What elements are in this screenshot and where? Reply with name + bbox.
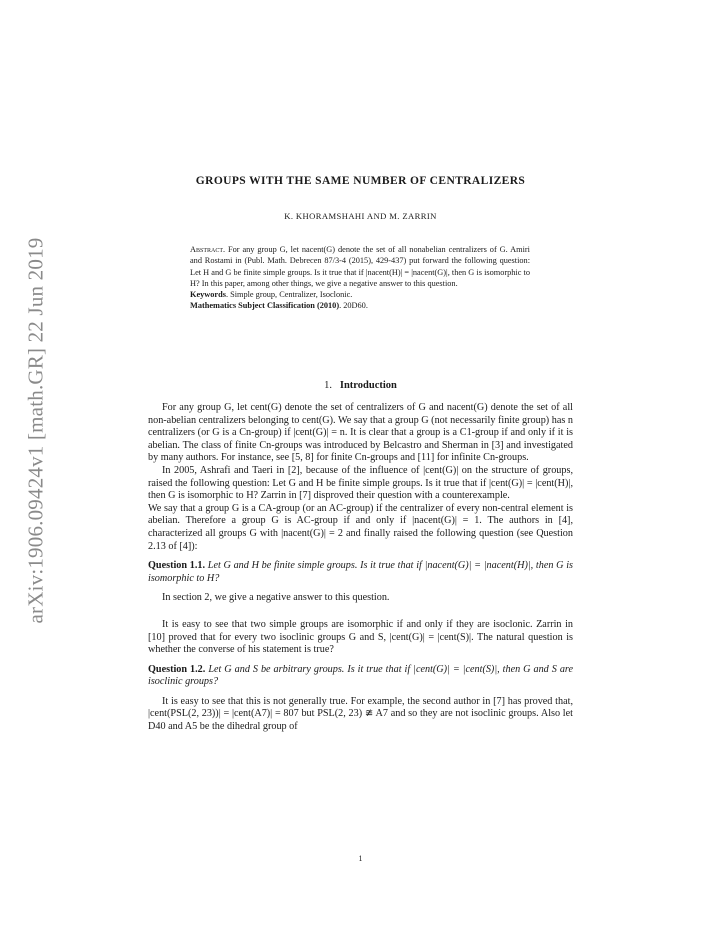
section-number: 1. xyxy=(324,380,332,391)
msc-line xyxy=(190,300,530,311)
paper-title: GROUPS WITH THE SAME NUMBER OF CENTRALIZERS xyxy=(195,175,526,187)
question-1-1 xyxy=(148,560,573,585)
abstract-paragraph xyxy=(190,244,530,289)
section-body xyxy=(148,402,573,734)
question-1-1-label: Question 1.1. xyxy=(148,560,206,572)
keywords-label: Keywords xyxy=(190,290,226,300)
abstract-label: Abstract. xyxy=(190,245,226,254)
question-1-2 xyxy=(148,664,573,689)
question-1-1-text: Let G and H be finite simple groups. Is it true that if |nacent(G)| = |nacent(H)|, then G is isomorphic to H? xyxy=(148,560,574,584)
msc-label: Mathematics Subject Classification (2010) xyxy=(190,301,340,311)
intro-paragraph-3: We say that a group G is a CA-group (or an AC-group) if the centralizer of every non-central element is abelian. Therefore a group G is AC-group if and only if |nacent(G)| = 1. The authors in [4], characterized all groups G with |nacent(G)| = 2 and finally raised the following question (see Question 2.13 of [4]): xyxy=(148,502,573,552)
intro-paragraph-6: It is easy to see that this is not generally true. For example, the second author in [7] has proved that, |cent(PSL(2, 23))| = |cent(A7)| = 807 but PSL(2, 23) ≇ A7 and so they are not isoclinic groups. Also let D40 and A5 be the dihedral group of xyxy=(148,695,573,733)
question-1-2-text: Let G and S be arbitrary groups. Is it true that if |cent(G)| = |cent(S)|, then G and S are isoclinic groups? xyxy=(148,663,574,688)
intro-paragraph-4: In section 2, we give a negative answer to this question. xyxy=(162,592,390,604)
arxiv-identifier-stamp xyxy=(16,210,56,650)
keywords-text: . Simple group, Centralizer, Isoclonic. xyxy=(225,290,353,300)
intro-paragraph-5: It is easy to see that two simple groups are isomorphic if and only if they are isoclonic. Zarrin in [10] proved that for every two isoclinic groups G and S, |cent(G)| = |cent(S)|. The natural question is whether the converse of his statement is true? xyxy=(148,618,573,656)
keywords-line xyxy=(190,289,530,300)
abstract-text: For any group G, let nacent(G) denote the set of all nonabelian centralizers of G. Amiri and Rostami in (Publ. Math. Debrecen 87/3-4 (2015), 429-437) put forward the following question: Let H and G be finite simple groups. Is it true that if |nacent(H)| = |nacent(G)|, then G is isomorphic to H? In this paper, among other things, we give a negative answer to this question. xyxy=(190,245,530,288)
section-title: Introduction xyxy=(339,380,397,391)
msc-text: . 20D60. xyxy=(339,301,368,311)
arxiv-stamp-text: arXiv:1906.09424v1 [math.GR] 22 Jun 2019 xyxy=(23,237,48,623)
intro-paragraph-1: For any group G, let cent(G) denote the set of centralizers of G and nacent(G) denote the set of all non-abelian centralizers belonging to cent(G). We say that a group G (not necessarily finite group) has n centralizers (or G is a Cn-group) if |cent(G)| = n. It is clear that a group is a C1-group if and only if it is abelian. The class of finite Cn-groups was introduced by Belcastro and Sherman in [3] and investigated by many authors. For instance, see [5, 8] for finite Cn-groups and [11] for infinite Cn-groups. xyxy=(148,402,573,464)
question-1-2-label: Question 1.2. xyxy=(148,663,206,675)
paper-authors: K. KHORAMSHAHI AND M. ZARRIN xyxy=(284,211,437,221)
intro-paragraph-2: In 2005, Ashrafi and Taeri in [2], because of the influence of |cent(G)| on the structure of groups, raised the following question: Let G and H be finite simple groups. Is it true that if |cent(G)| = |cent(H)|, then G is isomorphic to H? Zarrin in [7] disproved their question with a counterexample. xyxy=(148,464,573,502)
section-heading xyxy=(148,380,573,391)
abstract-block xyxy=(190,244,530,312)
page-number: 1 xyxy=(358,854,363,863)
